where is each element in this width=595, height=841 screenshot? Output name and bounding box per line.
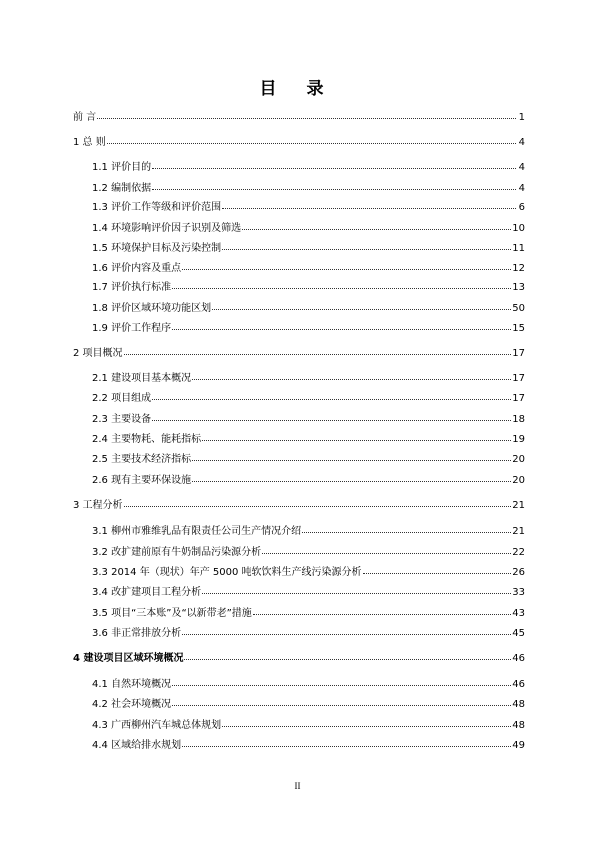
dot-leader [222, 198, 516, 209]
dot-leader [97, 108, 516, 119]
toc-entry-label: 3.5 项目“三本账”及“以新带老”措施 [92, 608, 252, 619]
toc-entry-page: 46 [512, 653, 525, 664]
toc-entry[interactable] [92, 199, 525, 213]
toc-entry-label: 3.2 改扩建前原有牛奶制品污染源分析 [92, 547, 262, 558]
dot-leader [182, 624, 511, 635]
toc-entry-label: 2.4 主要物耗、能耗指标 [92, 434, 202, 445]
toc-entry-page: 48 [512, 699, 525, 710]
toc-entry[interactable] [92, 696, 525, 710]
toc-entry-label: 4.4 区域给排水规划 [92, 740, 182, 751]
toc-entry[interactable] [92, 260, 525, 274]
toc-entry-label: 2.1 建设项目基本概况 [92, 373, 192, 384]
toc-entry[interactable] [92, 431, 525, 445]
dot-leader [192, 450, 511, 461]
toc-entry[interactable] [92, 737, 525, 751]
toc-entry[interactable] [92, 451, 525, 465]
toc-entry-page: 45 [512, 628, 525, 639]
toc-entry[interactable] [92, 411, 525, 425]
toc-entry-page: 49 [512, 740, 525, 751]
toc-entry[interactable] [92, 370, 525, 384]
toc-entry[interactable] [92, 159, 525, 173]
dot-leader [172, 319, 511, 330]
toc-entry-label: 4.2 社会环境概况 [92, 699, 172, 710]
toc-entry-label: 4.1 自然环境概况 [92, 679, 172, 690]
toc-entry-page: 13 [512, 282, 525, 293]
dot-leader [152, 179, 516, 190]
toc-entry-page: 12 [512, 263, 525, 274]
toc-entry-label: 3.1 柳州市雅维乳品有限责任公司生产情况介绍 [92, 526, 302, 537]
dot-leader [182, 259, 511, 270]
dot-leader [222, 239, 511, 250]
toc-entry-label: 3.6 非正常排放分析 [92, 628, 182, 639]
toc-entry-page: 21 [512, 500, 525, 511]
dot-leader [172, 278, 511, 289]
toc-entry[interactable] [92, 320, 525, 334]
dot-leader [242, 219, 511, 230]
dot-leader [152, 158, 516, 169]
dot-leader [253, 604, 511, 615]
toc-entry[interactable] [92, 544, 525, 558]
dot-leader [107, 133, 516, 144]
toc-entry[interactable] [92, 180, 525, 194]
toc-entry-page: 48 [512, 720, 525, 731]
toc-entry-label: 2.6 现有主要环保设施 [92, 475, 192, 486]
toc-entry-page: 46 [512, 679, 525, 690]
toc-entry-page: 50 [512, 303, 525, 314]
toc-entry[interactable] [92, 279, 525, 293]
dot-leader [212, 299, 511, 310]
toc-entry-page: 22 [512, 547, 525, 558]
toc-entry-label: 1.1 评价目的 [92, 162, 152, 173]
toc-entry-label: 1.2 编制依据 [92, 183, 152, 194]
dot-leader [363, 563, 512, 574]
toc-entry-page: 21 [512, 526, 525, 537]
toc-entry-label: 1.7 评价执行标准 [92, 282, 172, 293]
dot-leader [184, 649, 511, 660]
toc-entry-label: 1 总 则 [73, 137, 106, 148]
toc-entry[interactable] [92, 300, 525, 314]
toc-entry[interactable] [92, 472, 525, 486]
toc-entry[interactable] [73, 650, 525, 664]
toc-entry-page: 17 [512, 393, 525, 404]
toc-entry-page: 20 [512, 454, 525, 465]
toc-entry-label: 1.4 环境影响评价因子识别及筛选 [92, 223, 242, 234]
dot-leader [172, 695, 511, 706]
dot-leader [222, 716, 511, 727]
toc-entry-page: 11 [512, 243, 525, 254]
toc-entry-page: 15 [512, 323, 525, 334]
toc-entry[interactable] [92, 240, 525, 254]
dot-leader [152, 389, 511, 400]
toc-entry[interactable] [73, 109, 525, 123]
toc-title: 目 录 [259, 79, 336, 99]
toc-entry-label: 3 工程分析 [73, 500, 123, 511]
toc-entry-label: 2.3 主要设备 [92, 414, 152, 425]
toc-entry-page: 18 [512, 414, 525, 425]
toc-entry[interactable] [92, 676, 525, 690]
toc-entry-label: 1.8 评价区域环境功能区划 [92, 303, 212, 314]
toc-entry-label: 3.4 改扩建项目工程分析 [92, 587, 202, 598]
dot-leader [182, 736, 511, 747]
toc-entry-page: 10 [512, 223, 525, 234]
toc-entry-label: 1.9 评价工作程序 [92, 323, 172, 334]
toc-entry[interactable] [92, 523, 525, 537]
toc-entry[interactable] [92, 625, 525, 639]
dot-leader [202, 430, 511, 441]
toc-entry-page: 17 [512, 348, 525, 359]
toc-entry-page: 43 [512, 608, 525, 619]
toc-entry-page: 1 [518, 112, 525, 123]
toc-entry-label: 2.2 项目组成 [92, 393, 152, 404]
dot-leader [152, 410, 511, 421]
toc-entry-label: 2 项目概况 [73, 348, 123, 359]
toc-entry-page: 19 [512, 434, 525, 445]
dot-leader [262, 543, 511, 554]
toc-entry-page: 4 [518, 183, 525, 194]
toc-entry[interactable] [92, 584, 525, 598]
toc-entry-page: 4 [518, 162, 525, 173]
dot-leader [124, 496, 512, 507]
toc-entry-label: 3.3 2014 年（现状）年产 5000 吨软饮料生产线污染源分析 [92, 567, 362, 578]
toc-entry[interactable] [92, 564, 525, 578]
toc-entry-label: 1.6 评价内容及重点 [92, 263, 182, 274]
toc-entry-label: 1.5 环境保护目标及污染控制 [92, 243, 222, 254]
toc-entry[interactable] [92, 717, 525, 731]
toc-entry-label: 4.3 广西柳州汽车城总体规划 [92, 720, 222, 731]
toc-entry[interactable] [73, 345, 525, 359]
toc-entry-page: 26 [512, 567, 525, 578]
toc-entry[interactable] [92, 220, 525, 234]
toc-entry-page: 17 [512, 373, 525, 384]
page-number: II [294, 781, 301, 791]
toc-entry-label: 1.3 评价工作等级和评价范围 [92, 202, 222, 213]
dot-leader [302, 522, 511, 533]
toc-entry-label: 2.5 主要技术经济指标 [92, 454, 192, 465]
dot-leader [192, 369, 511, 380]
dot-leader [124, 344, 512, 355]
toc-entry[interactable] [73, 134, 525, 148]
dot-leader [172, 675, 511, 686]
toc-entry-page: 6 [518, 202, 525, 213]
toc-entry-label: 前 言 [73, 112, 97, 123]
dot-leader [202, 583, 511, 594]
toc-entry[interactable] [92, 605, 525, 619]
toc-entry-page: 4 [518, 137, 525, 148]
dot-leader [192, 471, 511, 482]
toc-entry-page: 20 [512, 475, 525, 486]
toc-entry[interactable] [73, 497, 525, 511]
toc-entry[interactable] [92, 390, 525, 404]
toc-entry-page: 33 [512, 587, 525, 598]
toc-entry-label: 4 建设项目区域环境概况 [73, 653, 184, 664]
